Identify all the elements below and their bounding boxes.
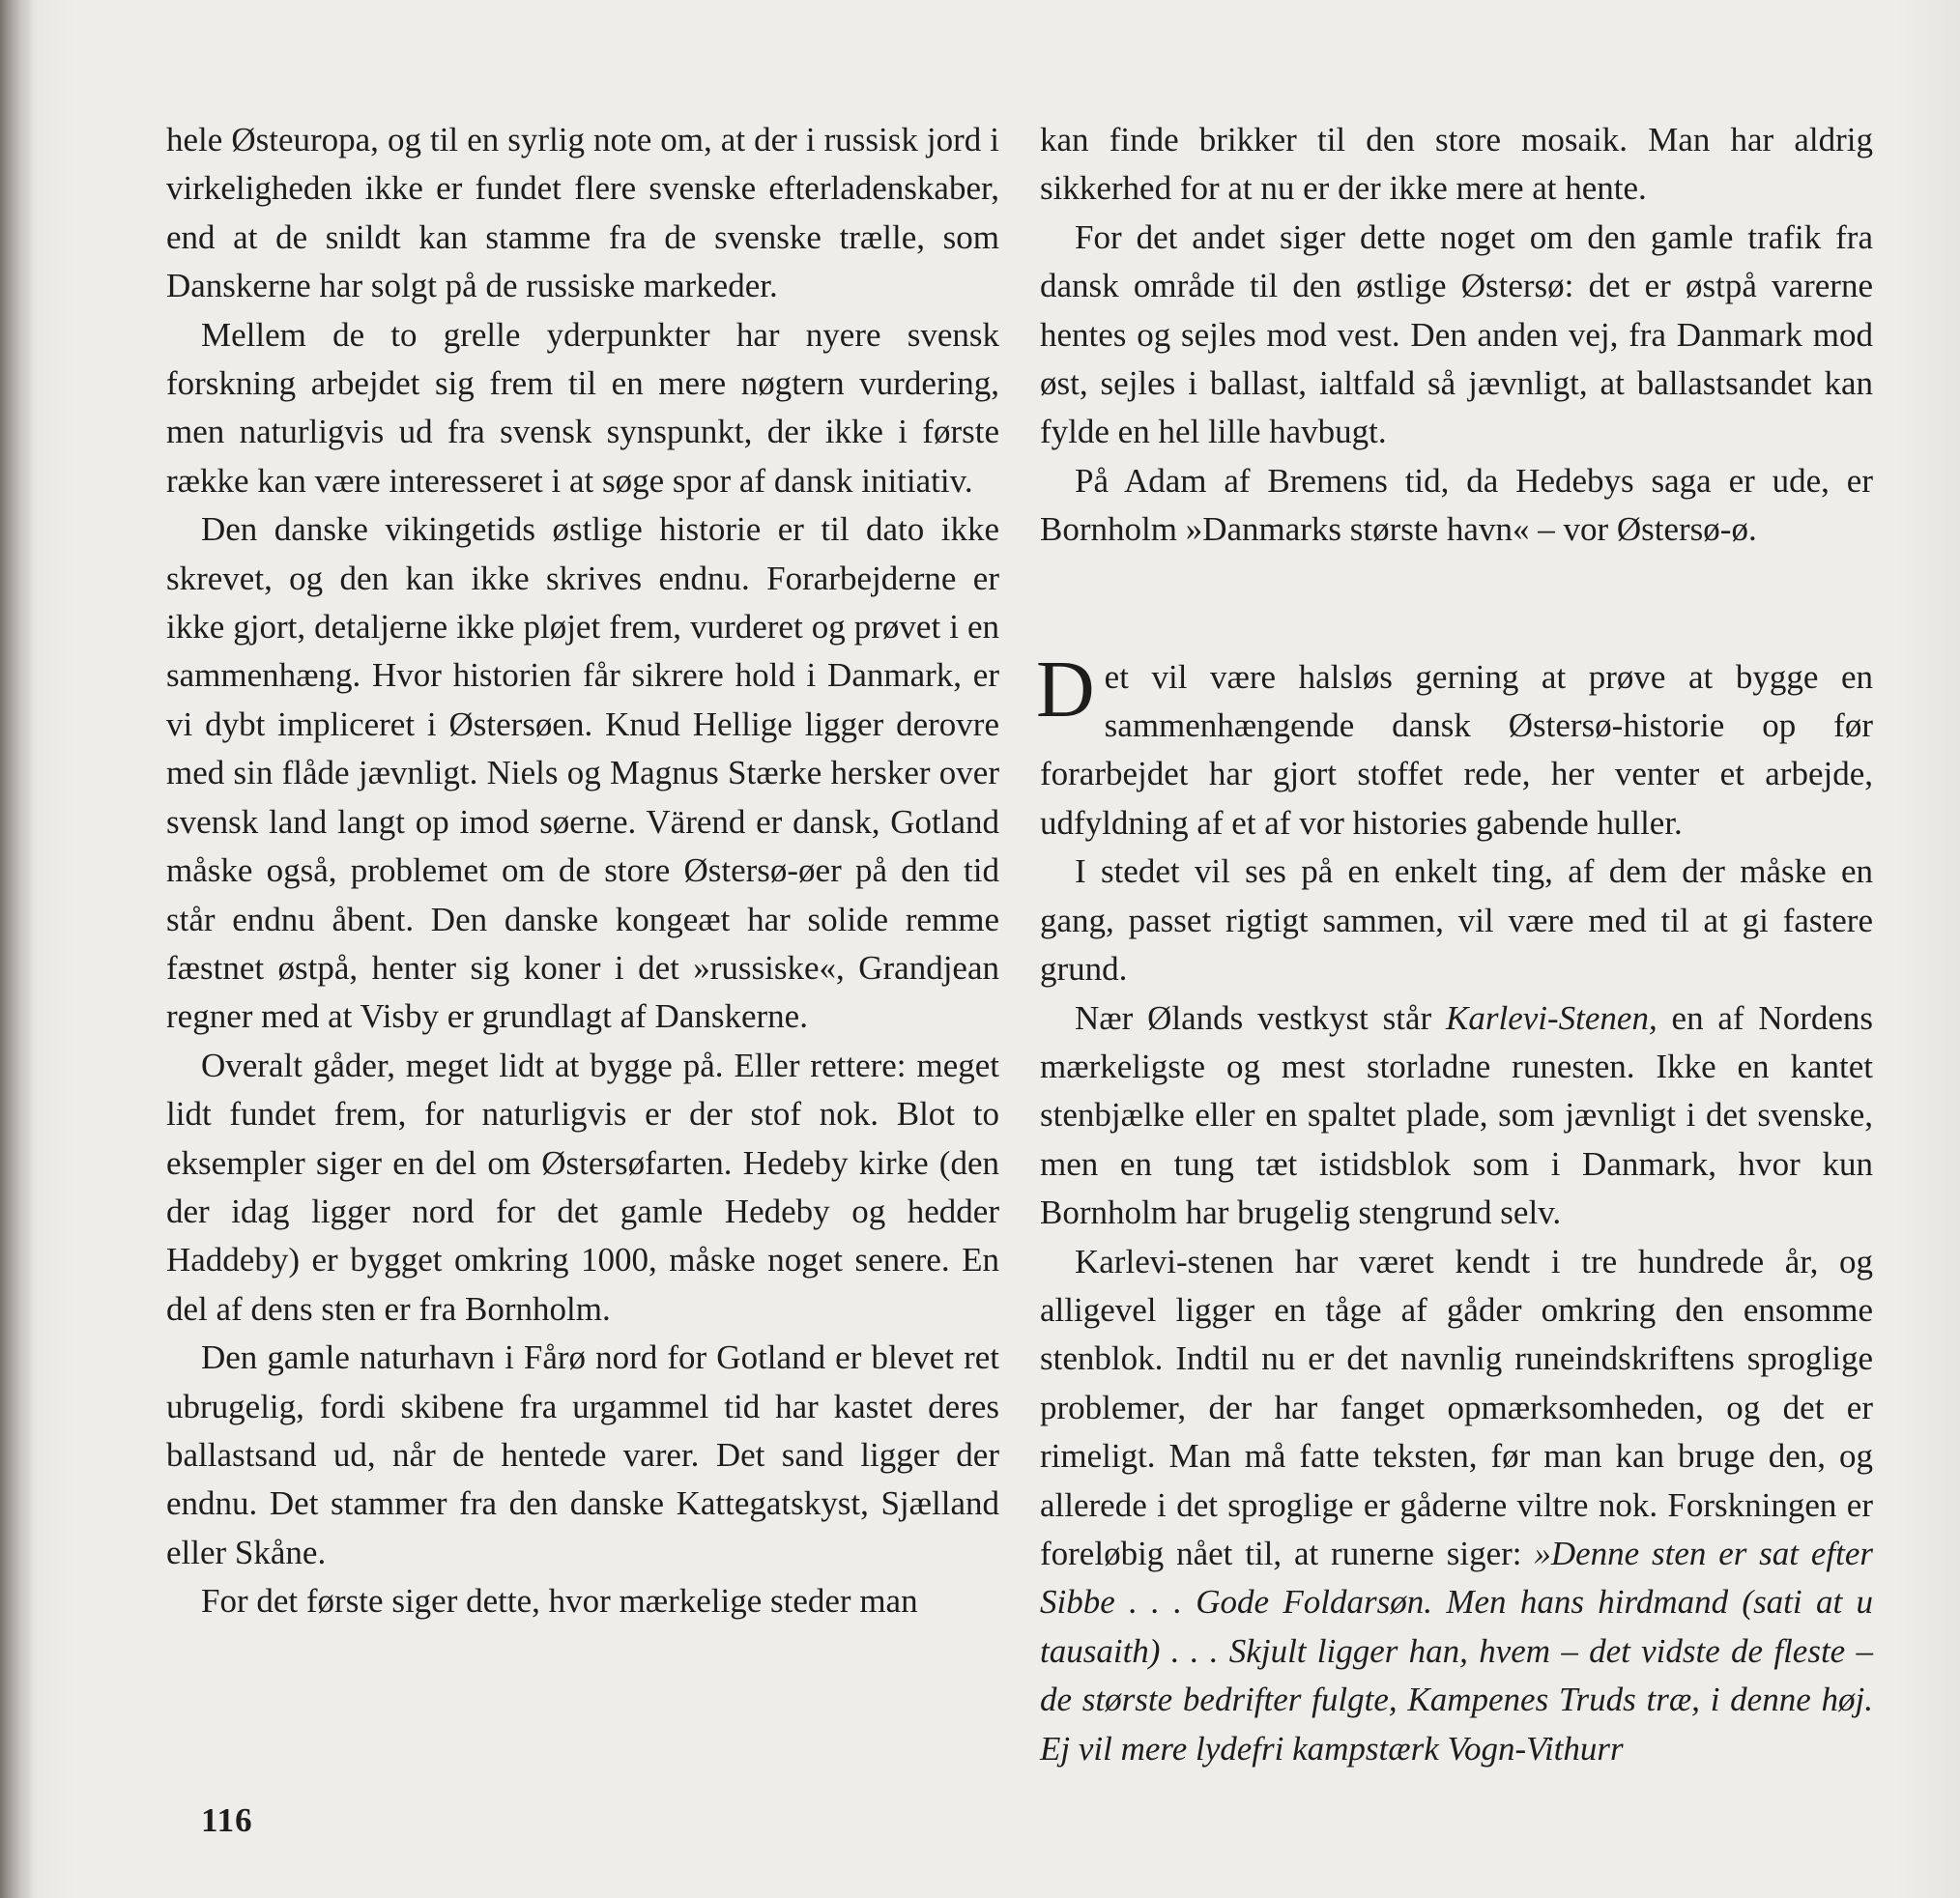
paragraph: hele Østeuropa, og til en syrlig note om, at der i russisk jord i virkeligheden ikke er fundet flere svenske efterladenskaber, end at de snildt kan stamme fra de svenske trælle, som Danskerne har solgt på de russiske markeder. [166,121,999,305]
right-text-column [1036,116,1873,1773]
paragraph-text: en af Nordens mærkeligste og mest storladne runesten. Ikke en kantet stenbjælke eller en spaltet plade, som jævnligt i det svenske, men en tung tæt istidsblok som i Danmark, hvor kun Bornholm har brugelig stengrund selv. [1040,998,1873,1232]
left-text-column [166,116,999,1626]
paragraph: Den gamle naturhavn i Fårø nord for Gotland er blevet ret ubrugelig, fordi skibene fra urgammel tid har kastet deres ballastsand ud, når de hentede varer. Det sand ligger der endnu. Det stammer fra den danske Kattegatskyst, Sjælland eller Skåne. [166,1338,999,1571]
paragraph: kan finde brikker til den store mosaik. Man har aldrig sikkerhed for at nu er der ikke mere at hente. [1040,121,1873,208]
paragraph-text: Nær Ølands vestkyst står [1075,998,1447,1037]
paragraph [1040,1238,1873,1773]
paragraph-text: Karlevi-stenen har været kendt i tre hundrede år, og alligevel ligger en tåge af gåder omkring den ensomme stenblok. Indtil nu er det navnlig runeindskriftens sproglige problemer, der har fanget opmærksomheden, og det er rimeligt. Man må fatte teksten, før man kan bruge den, og allerede i det sproglige er gåderne viltre nok. Forskningen er foreløbig nået til, at runerne siger: [1040,1242,1873,1572]
section-opening-paragraph [1036,644,1873,848]
paragraph: For det første siger dette, hvor mærkelige steder man [201,1582,918,1621]
paragraph [1040,994,1873,1238]
paragraph: For det andet siger dette noget om den gamle trafik fra dansk område til den østlige Østersø: det er østpå varerne hentes og sejles mod vest. Den anden vej, fra Danmark mod øst, sejles i ballast, ialtfald så jævnligt, at ballastsandet kan fylde en hel lille havbugt. [1040,217,1873,451]
section-break [1040,555,1873,653]
runic-inscription-quote: »Denne sten er sat efter Sibbe . . . Gode Foldarsøn. Men hans hirdmand (sati at u tausaith) . . . Skjult ligger han, hvem – det vidste de fleste – de største bedrifter fulgte, Kampenes Truds træ, i denne høj. Ej vil mere lydefri kampstærk Vogn-Vithurr [1040,1534,1873,1768]
italic-title: Karlevi-Stenen, [1446,998,1657,1037]
page-number: 116 [201,1801,253,1839]
book-spine-shadow [0,0,33,1898]
paragraph: På Adam af Bremens tid, da Hedebys saga er ude, er Bornholm »Danmarks største havn« – vor Østersø-ø. [1040,461,1873,549]
paragraph: Den danske vikingetids østlige historie er til dato ikke skrevet, og den kan ikke skrives endnu. Forarbejderne er ikke gjort, detaljerne ikke pløjet frem, vurderet og prøvet i en sammenhæng. Hvor historien får sikrere hold i Danmark, er vi dybt impliceret i Østersøen. Knud Hellige ligger derovre med sin flåde jævnligt. Niels og Magnus Stærke hersker over svensk land langt op imod søerne. Värend er dansk, Gotland måske også, problemet om de store Østersø-øer på den tid står endnu åbent. Den danske kongeæt har solide remme fæstnet østpå, henter sig koner i det »russiske«, Grandjean regner med at Visby er grundlagt af Danskerne. [166,510,999,1036]
paragraph: Overalt gåder, meget lidt at bygge på. Eller rettere: meget lidt fundet frem, for naturligvis er der stof nok. Blot to eksempler siger en del om Østersøfarten. Hedeby kirke (den der idag ligger nord for det gamle Hedeby og hedder Haddeby) er bygget omkring 1000, måske noget senere. En del af dens sten er fra Bornholm. [166,1046,999,1328]
drop-cap: D [1036,644,1095,734]
paragraph: I stedet vil ses på en enkelt ting, af dem der måske en gang, passet rigtigt sammen, vil være med til at gi fastere grund. [1040,852,1873,989]
paragraph-text: et vil være halsløs gerning at prøve at bygge en sammenhængende dansk Østersø-historie op før forarbejdet har gjort stoffet rede, her venter et arbejde, udfyldning af et af vor histories gabende huller. [1040,657,1873,842]
paragraph: Mellem de to grelle yderpunkter har nyere svensk forskning arbejdet sig frem til en mere nøgtern vurdering, men naturligvis ud fra svensk synspunkt, der ikke i første række kan være interesseret i at søge spor af dansk initiativ. [166,315,999,500]
